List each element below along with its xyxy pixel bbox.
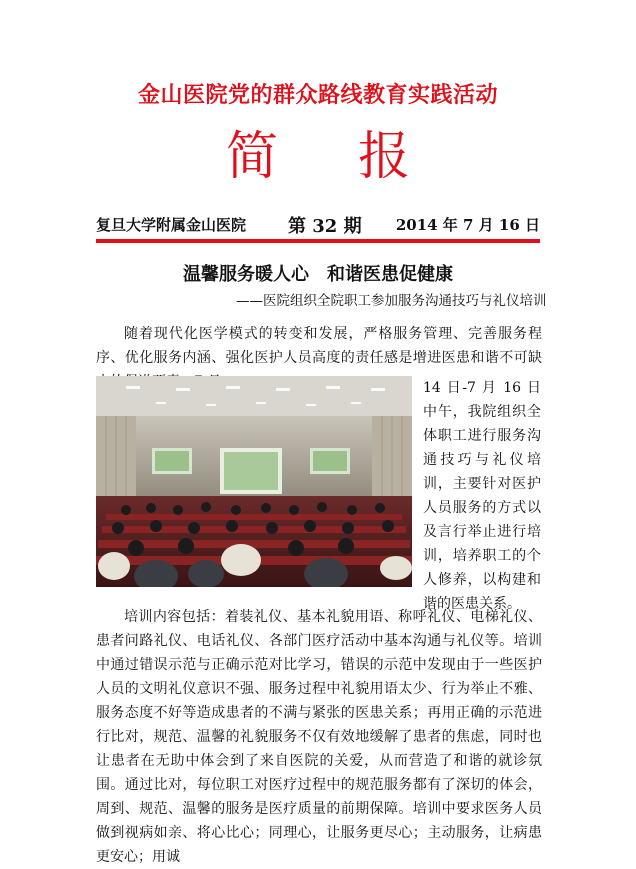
auditorium-illustration bbox=[96, 376, 412, 587]
bulletin-title bbox=[0, 122, 636, 192]
article-paragraph-wrap: 14 日-7 月 16 日中午，我院组织全体职工进行服务沟通技巧与礼仪培训，主要针对医护人员服务的方式以及言行举止进行培训，培养职工的个人修养，以构建和谐的医患关系。 bbox=[423, 380, 541, 612]
issue-date: 2014 年 7 月 16 日 bbox=[395, 216, 540, 234]
issue-number: 第 32 期 bbox=[288, 216, 362, 237]
article-paragraph-content: 培训内容包括：着装礼仪、基本礼貌用语、称呼礼仪、电梯礼仪、患者问路礼仪、电话礼仪、各部门医疗活动中基本沟通与礼仪等。培训中通过错误示范与正确示范对比学习，错误的示范中发现由于一些医护人员的文明礼仪意识不强、服务过程中礼貌用语太少、行为举止不雅、服务态度不好等造成患者的不满与紧张的医患关系；再用正确的示范进行比对，规范、温馨的礼貌服务不仅有效地缓解了患者的焦虑，同时也让患者在无助中体会到了来自医院的关爱，从而营造了和谐的就诊氛围。通过比对，每位职工对医疗过程中的规范服务都有了深切的体会，周到、规范、温馨的服务是医疗质量的前期保障。培训中要求医务人员做到视病如亲、将心比心；同理心，让服务更尽心；主动服务，让病患更安心；用诚 bbox=[96, 609, 542, 865]
article-headline: 温馨服务暖人心 和谐医患促健康 bbox=[183, 264, 453, 285]
masthead-meta bbox=[96, 212, 540, 236]
org-title: 金山医院党的群众路线教育实践活动 bbox=[137, 83, 498, 108]
bulletin-char-jian: 简 bbox=[226, 127, 279, 187]
article-paragraph-intro: 随着现代化医学模式的转变和发展，严格服务管理、完善服务程序、优化服务内涵、强化医护人员高度的责任感是增进医患和谐不可缺 bbox=[96, 326, 542, 366]
bulletin-char-bao: 报 bbox=[358, 127, 411, 187]
hospital-name: 复旦大学附属金山医院 bbox=[96, 216, 247, 234]
training-hall-photo bbox=[96, 376, 412, 587]
masthead-divider bbox=[96, 239, 540, 243]
article-subheadline: ——医院组织全院职工参加服务沟通技巧与礼仪培训 bbox=[236, 293, 547, 309]
